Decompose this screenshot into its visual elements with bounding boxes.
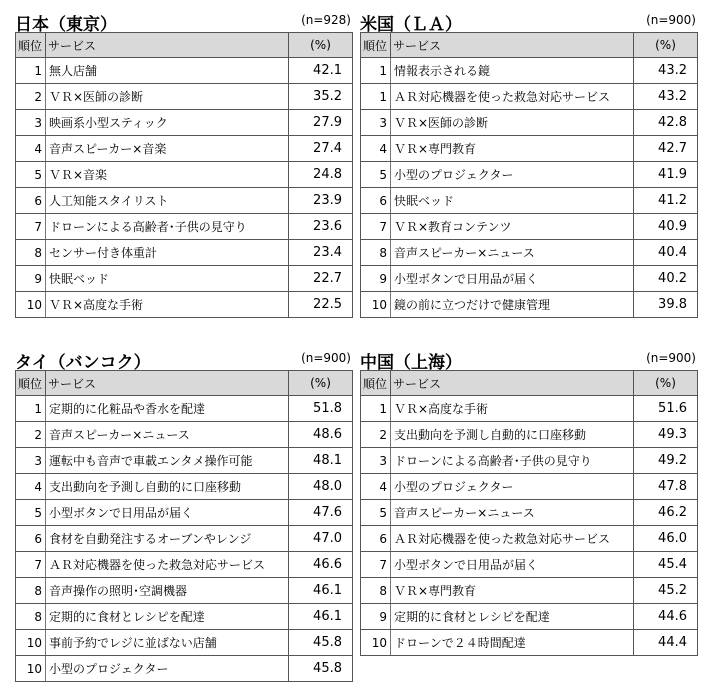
- service-cell: ＶＲ×専門教育: [391, 136, 634, 162]
- percent-cell: 41.2: [634, 188, 698, 214]
- percent-cell: 51.8: [289, 396, 353, 422]
- percent-cell: 23.9: [289, 188, 353, 214]
- table-title: タイ（バンコク）: [15, 353, 151, 373]
- service-cell: 小型のプロジェクター: [391, 474, 634, 500]
- table-row: [16, 656, 353, 682]
- percent-cell: 42.1: [289, 58, 353, 84]
- percent-cell: 49.3: [634, 422, 698, 448]
- table-row: [16, 526, 353, 552]
- rank-cell: 7: [16, 214, 46, 240]
- rank-cell: 2: [16, 422, 46, 448]
- table-row: [16, 604, 353, 630]
- table-row: [361, 266, 698, 292]
- service-cell: 支出動向を予測し自動的に口座移動: [391, 422, 634, 448]
- percent-column-header: (%): [289, 371, 353, 396]
- rank-cell: 7: [361, 214, 391, 240]
- service-cell: 音声スピーカー×ニュース: [391, 240, 634, 266]
- rank-cell: 5: [361, 162, 391, 188]
- percent-cell: 45.8: [289, 656, 353, 682]
- percent-cell: 44.6: [634, 604, 698, 630]
- sample-size: (n=928): [301, 13, 351, 27]
- rank-cell: 4: [361, 136, 391, 162]
- rank-cell: 10: [16, 292, 46, 318]
- service-column-header: サービス: [391, 371, 634, 396]
- service-cell: 事前予約でレジに並ばない店舗: [46, 630, 289, 656]
- table-row: [16, 578, 353, 604]
- column-header-row: [361, 371, 698, 396]
- table-row: [361, 240, 698, 266]
- service-column-header: サービス: [391, 33, 634, 58]
- percent-cell: 45.4: [634, 552, 698, 578]
- service-cell: ＶＲ×高度な手術: [46, 292, 289, 318]
- percent-cell: 35.2: [289, 84, 353, 110]
- table-row: [361, 448, 698, 474]
- table-row: [16, 214, 353, 240]
- percent-cell: 43.2: [634, 58, 698, 84]
- service-cell: 運転中も音声で車載エンタメ操作可能: [46, 448, 289, 474]
- service-cell: 映画系小型スティック: [46, 110, 289, 136]
- table-row: [361, 630, 698, 656]
- percent-cell: 45.8: [289, 630, 353, 656]
- rank-cell: 6: [16, 188, 46, 214]
- rank-cell: 1: [361, 396, 391, 422]
- service-cell: 鏡の前に立つだけで健康管理: [391, 292, 634, 318]
- service-cell: 支出動向を予測し自動的に口座移動: [46, 474, 289, 500]
- percent-column-header: (%): [634, 33, 698, 58]
- service-cell: 小型のプロジェクター: [46, 656, 289, 682]
- table-row: [16, 396, 353, 422]
- rank-cell: 10: [16, 656, 46, 682]
- column-header-row: [16, 33, 353, 58]
- service-cell: ＡＲ対応機器を使った救急対応サービス: [391, 84, 634, 110]
- service-cell: 快眠ベッド: [391, 188, 634, 214]
- rank-cell: 4: [361, 474, 391, 500]
- percent-cell: 40.2: [634, 266, 698, 292]
- table-title: 中国（上海）: [360, 353, 462, 373]
- rank-cell: 8: [16, 578, 46, 604]
- ranking-table: [360, 370, 698, 656]
- table-row: [16, 136, 353, 162]
- percent-cell: 40.9: [634, 214, 698, 240]
- percent-cell: 23.4: [289, 240, 353, 266]
- ranking-table: [15, 370, 353, 682]
- rank-cell: 5: [16, 500, 46, 526]
- table-row: [361, 84, 698, 110]
- table-row: [16, 474, 353, 500]
- percent-cell: 48.0: [289, 474, 353, 500]
- percent-cell: 27.9: [289, 110, 353, 136]
- service-cell: ＡＲ対応機器を使った救急対応サービス: [391, 526, 634, 552]
- table-row: [16, 58, 353, 84]
- percent-cell: 43.2: [634, 84, 698, 110]
- table-row: [16, 110, 353, 136]
- rank-cell: 4: [16, 136, 46, 162]
- table-row: [361, 58, 698, 84]
- table-row: [361, 578, 698, 604]
- rank-cell: 10: [361, 292, 391, 318]
- rank-cell: 2: [16, 84, 46, 110]
- service-cell: 人工知能スタイリスト: [46, 188, 289, 214]
- percent-cell: 51.6: [634, 396, 698, 422]
- table-row: [361, 422, 698, 448]
- percent-cell: 49.2: [634, 448, 698, 474]
- table-header: [15, 344, 353, 373]
- service-cell: 音声スピーカー×音楽: [46, 136, 289, 162]
- rank-cell: 2: [361, 422, 391, 448]
- rank-cell: 6: [361, 188, 391, 214]
- percent-cell: 46.6: [289, 552, 353, 578]
- ranking-table-bangkok: [15, 344, 353, 682]
- sample-size: (n=900): [646, 13, 696, 27]
- table-title: 日本（東京）: [15, 15, 117, 35]
- percent-cell: 42.8: [634, 110, 698, 136]
- table-row: [361, 292, 698, 318]
- percent-cell: 48.1: [289, 448, 353, 474]
- percent-cell: 39.8: [634, 292, 698, 318]
- percent-cell: 22.7: [289, 266, 353, 292]
- column-header-row: [361, 33, 698, 58]
- rank-cell: 3: [16, 448, 46, 474]
- ranking-table: [15, 32, 353, 318]
- percent-cell: 45.2: [634, 578, 698, 604]
- table-row: [361, 604, 698, 630]
- service-cell: 音声操作の照明･空調機器: [46, 578, 289, 604]
- table-header: [15, 6, 353, 35]
- rank-cell: 6: [361, 526, 391, 552]
- table-row: [16, 84, 353, 110]
- service-cell: ドローンによる高齢者･子供の見守り: [391, 448, 634, 474]
- service-cell: ＶＲ×高度な手術: [391, 396, 634, 422]
- service-cell: ＶＲ×音楽: [46, 162, 289, 188]
- rank-cell: 5: [16, 162, 46, 188]
- percent-cell: 46.1: [289, 578, 353, 604]
- table-row: [16, 240, 353, 266]
- rank-column-header: 順位: [16, 371, 46, 396]
- rank-column-header: 順位: [361, 33, 391, 58]
- percent-column-header: (%): [634, 371, 698, 396]
- rank-cell: 3: [16, 110, 46, 136]
- rank-cell: 8: [16, 240, 46, 266]
- table-row: [361, 552, 698, 578]
- column-header-row: [16, 371, 353, 396]
- table-row: [16, 500, 353, 526]
- percent-cell: 23.6: [289, 214, 353, 240]
- rank-cell: 8: [16, 604, 46, 630]
- rank-cell: 10: [361, 630, 391, 656]
- service-cell: 情報表示される鏡: [391, 58, 634, 84]
- rank-cell: 7: [361, 552, 391, 578]
- service-cell: センサー付き体重計: [46, 240, 289, 266]
- rank-cell: 9: [361, 604, 391, 630]
- service-cell: ＶＲ×医師の診断: [46, 84, 289, 110]
- rank-cell: 1: [16, 396, 46, 422]
- rank-column-header: 順位: [361, 371, 391, 396]
- ranking-table-shanghai: [360, 344, 698, 656]
- ranking-table: [360, 32, 698, 318]
- table-row: [16, 630, 353, 656]
- table-row: [16, 448, 353, 474]
- table-header: [360, 344, 698, 373]
- service-cell: ＶＲ×教育コンテンツ: [391, 214, 634, 240]
- table-row: [361, 500, 698, 526]
- service-cell: 小型ボタンで日用品が届く: [391, 266, 634, 292]
- table-title: 米国（ＬＡ）: [360, 15, 462, 35]
- rank-cell: 1: [16, 58, 46, 84]
- rank-cell: 1: [361, 84, 391, 110]
- percent-cell: 47.6: [289, 500, 353, 526]
- rank-cell: 9: [361, 266, 391, 292]
- percent-cell: 47.8: [634, 474, 698, 500]
- table-row: [16, 292, 353, 318]
- table-row: [16, 422, 353, 448]
- service-cell: 小型のプロジェクター: [391, 162, 634, 188]
- ranking-table-tokyo: [15, 6, 353, 318]
- percent-column-header: (%): [289, 33, 353, 58]
- table-row: [361, 474, 698, 500]
- percent-cell: 42.7: [634, 136, 698, 162]
- rank-cell: 9: [16, 266, 46, 292]
- service-cell: 食材を自動発注するオーブンやレンジ: [46, 526, 289, 552]
- table-row: [361, 162, 698, 188]
- service-cell: 無人店舗: [46, 58, 289, 84]
- service-cell: 定期的に食材とレシピを配達: [391, 604, 634, 630]
- percent-cell: 40.4: [634, 240, 698, 266]
- sample-size: (n=900): [646, 351, 696, 365]
- rank-cell: 7: [16, 552, 46, 578]
- service-cell: 音声スピーカー×ニュース: [391, 500, 634, 526]
- table-row: [361, 526, 698, 552]
- percent-cell: 22.5: [289, 292, 353, 318]
- percent-cell: 46.0: [634, 526, 698, 552]
- service-cell: ＶＲ×専門教育: [391, 578, 634, 604]
- table-row: [16, 188, 353, 214]
- service-cell: 快眠ベッド: [46, 266, 289, 292]
- service-cell: 小型ボタンで日用品が届く: [391, 552, 634, 578]
- percent-cell: 41.9: [634, 162, 698, 188]
- percent-cell: 46.2: [634, 500, 698, 526]
- percent-cell: 24.8: [289, 162, 353, 188]
- rank-cell: 10: [16, 630, 46, 656]
- service-cell: ドローンで２４時間配達: [391, 630, 634, 656]
- service-cell: ＡＲ対応機器を使った救急対応サービス: [46, 552, 289, 578]
- rank-cell: 3: [361, 448, 391, 474]
- percent-cell: 46.1: [289, 604, 353, 630]
- table-row: [16, 552, 353, 578]
- service-column-header: サービス: [46, 371, 289, 396]
- service-cell: ＶＲ×医師の診断: [391, 110, 634, 136]
- service-cell: 定期的に食材とレシピを配達: [46, 604, 289, 630]
- service-column-header: サービス: [46, 33, 289, 58]
- service-cell: 定期的に化粧品や香水を配達: [46, 396, 289, 422]
- service-cell: 小型ボタンで日用品が届く: [46, 500, 289, 526]
- rank-cell: 3: [361, 110, 391, 136]
- table-row: [16, 266, 353, 292]
- table-header: [360, 6, 698, 35]
- rank-cell: 8: [361, 578, 391, 604]
- percent-cell: 47.0: [289, 526, 353, 552]
- table-row: [361, 110, 698, 136]
- rank-cell: 5: [361, 500, 391, 526]
- percent-cell: 44.4: [634, 630, 698, 656]
- service-cell: ドローンによる高齢者･子供の見守り: [46, 214, 289, 240]
- rank-cell: 4: [16, 474, 46, 500]
- table-row: [361, 214, 698, 240]
- ranking-table-la: [360, 6, 698, 318]
- rank-cell: 6: [16, 526, 46, 552]
- table-row: [361, 396, 698, 422]
- percent-cell: 27.4: [289, 136, 353, 162]
- table-row: [361, 188, 698, 214]
- table-row: [361, 136, 698, 162]
- rank-cell: 1: [361, 58, 391, 84]
- rank-column-header: 順位: [16, 33, 46, 58]
- rank-cell: 8: [361, 240, 391, 266]
- table-row: [16, 162, 353, 188]
- percent-cell: 48.6: [289, 422, 353, 448]
- service-cell: 音声スピーカー×ニュース: [46, 422, 289, 448]
- sample-size: (n=900): [301, 351, 351, 365]
